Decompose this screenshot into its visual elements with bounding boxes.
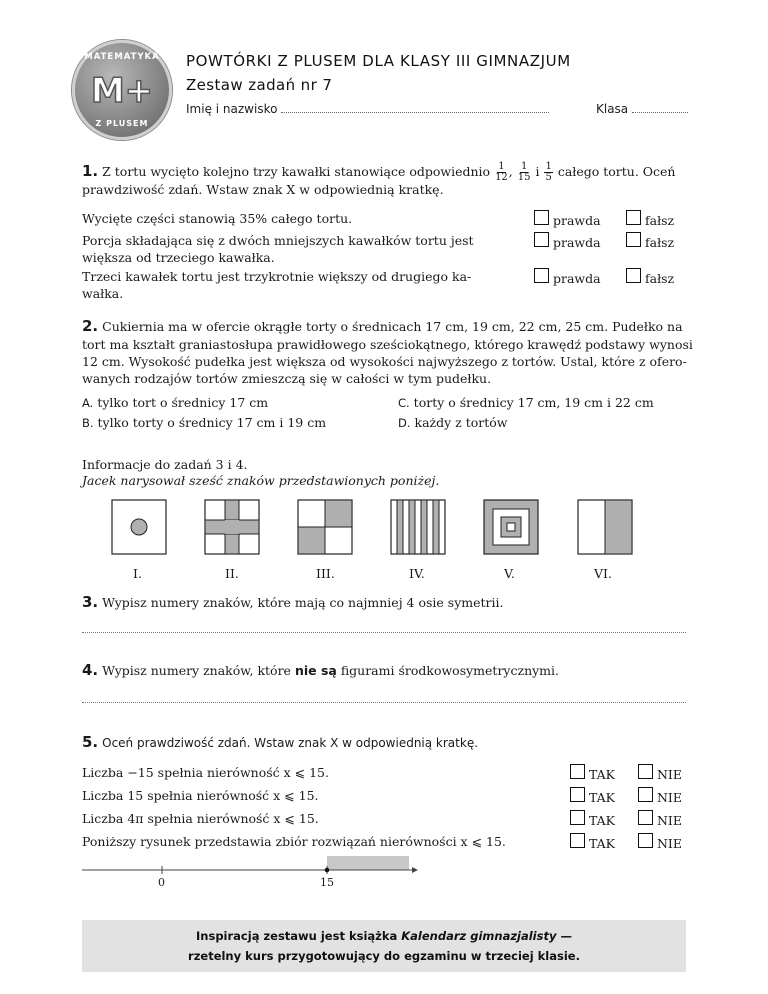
- logo: [72, 40, 172, 140]
- q5-row-2-no[interactable]: NIE: [638, 787, 682, 805]
- logo-mark: M+: [90, 71, 154, 111]
- q1-row-3-true[interactable]: prawda: [534, 268, 601, 286]
- q3-number: 3.: [82, 593, 99, 611]
- q5-row-4-no[interactable]: NIE: [638, 833, 682, 851]
- q1-statement-2: Porcja składająca się z dwóch mniejszych kawałków tortu jest większa od trzeciego kawałka.: [82, 233, 474, 265]
- q1-row-2-false[interactable]: fałsz: [626, 232, 674, 250]
- sign-label-1: I.: [133, 566, 142, 581]
- q4-number: 4.: [82, 661, 99, 679]
- q3-answer-line[interactable]: [82, 632, 686, 633]
- q2-line-4: wanych rodzajów tortów zmieszczą się w całości w tym pudełku.: [82, 371, 492, 386]
- q5-statement-1: Liczba −15 spełnia nierówność x ⩽ 15.: [82, 765, 329, 780]
- sign-label-3: III.: [316, 566, 335, 581]
- logo-top-text: MATEMATYKA: [84, 52, 160, 62]
- q5-statement-2: Liczba 15 spełnia nierówność x ⩽ 15.: [82, 788, 319, 803]
- q1-text-c: prawdziwość zdań. Wstaw znak X w odpowiednią kratkę.: [82, 182, 444, 197]
- sign-2: [205, 500, 259, 554]
- checkbox[interactable]: [534, 268, 549, 283]
- q1-row-3-false[interactable]: fałsz: [626, 268, 674, 286]
- q2-option-b[interactable]: B. tylko torty o średnicy 17 cm i 19 cm: [82, 415, 327, 430]
- checkbox[interactable]: [534, 232, 549, 247]
- q1-row-1-false[interactable]: fałsz: [626, 210, 674, 228]
- q2-text: 2. Cukiernia ma w ofercie okrągłe torty o średnicach 17 cm, 19 cm, 22 cm, 25 cm. Pudełko na: [82, 317, 683, 335]
- q5-row-1-yes[interactable]: TAK: [570, 764, 615, 782]
- q1-fraction-2: $\frac{1}{15}$: [517, 161, 531, 183]
- q1-fraction-3: $\frac{1}{5}$: [545, 161, 552, 183]
- sign-label-4: IV.: [409, 566, 425, 581]
- checkbox[interactable]: [626, 268, 641, 283]
- sign-1: [112, 500, 166, 554]
- q5-row-4-yes[interactable]: TAK: [570, 833, 615, 851]
- q2-line-2: tort ma kształt graniastosłupa prawidłowego sześciokątnego, którego krawędź podstawy wynosi: [82, 337, 693, 352]
- q1-fraction-1: $\frac{1}{12}$: [495, 161, 508, 183]
- footer-line-1: Inspiracją zestawu jest książka Kalendarz gimnazjalisty —: [196, 929, 572, 943]
- q1-text-a: Z tortu wycięto kolejno trzy kawałki stanowiące odpowiednio: [102, 164, 491, 179]
- checkbox[interactable]: [626, 232, 641, 247]
- axis-label-0: 0: [158, 876, 165, 889]
- solution-set-shading: [327, 856, 409, 870]
- q5-number: 5.: [82, 733, 99, 751]
- checkbox[interactable]: [626, 210, 641, 225]
- q5-statement-4: Poniższy rysunek przedstawia zbiór rozwiązań nierówności x ⩽ 15.: [82, 834, 506, 849]
- q1-sep2: i: [535, 164, 540, 179]
- q5-row-3-yes[interactable]: TAK: [570, 810, 615, 828]
- q1-statement-3: Trzeci kawałek tortu jest trzykrotnie większy od drugiego ka- wałka.: [82, 269, 472, 301]
- sign-4: [391, 500, 445, 554]
- info-line-1: Informacje do zadań 3 i 4.: [82, 457, 248, 472]
- logo-bottom-text: Z PLUSEM: [95, 119, 149, 128]
- q1-row-1-true[interactable]: prawda: [534, 210, 601, 228]
- sign-label-6: VI.: [594, 566, 612, 581]
- q3-text: 3. Wypisz numery znaków, które mają co najmniej 4 osie symetrii.: [82, 593, 504, 611]
- q5-statement-3: Liczba 4π spełnia nierówność x ⩽ 15.: [82, 811, 319, 826]
- q5-text: 5. Oceń prawdziwość zdań. Wstaw znak X w odpowiednią kratkę.: [82, 733, 479, 751]
- q1-statement-1: Wycięte części stanowią 35% całego tortu.: [82, 211, 353, 226]
- q2-option-d[interactable]: D. każdy z tortów: [398, 415, 508, 430]
- class-dots: [632, 103, 688, 113]
- q1-number: 1.: [82, 162, 99, 180]
- sign-3: [298, 500, 352, 554]
- q4-answer-line[interactable]: [82, 702, 686, 703]
- filled-point: [325, 868, 330, 873]
- checkbox[interactable]: [534, 210, 549, 225]
- name-field[interactable]: [186, 102, 549, 116]
- q2-option-a[interactable]: A. tylko tort o średnicy 17 cm: [82, 395, 269, 410]
- sign-5: [484, 500, 538, 554]
- q1-sep1: ,: [508, 164, 513, 179]
- page-subtitle: Zestaw zadań nr 7: [186, 76, 333, 94]
- q2-option-c[interactable]: C. torty o średnicy 17 cm, 19 cm i 22 cm: [398, 395, 654, 410]
- axis-arrow-icon: [412, 867, 418, 873]
- q1-text-b: całego tortu. Oceń: [557, 164, 676, 179]
- six-signs-figure: [100, 498, 660, 558]
- sign-6: [578, 500, 632, 554]
- q5-row-1-no[interactable]: NIE: [638, 764, 682, 782]
- class-field[interactable]: [596, 102, 688, 116]
- info-line-2: Jacek narysował sześć znaków przedstawionych poniżej.: [82, 473, 440, 488]
- q2-line-3: 12 cm. Wysokość pudełka jest większa od wysokości najwyższego z tortów. Ustal, które z ofero-: [82, 354, 687, 369]
- name-dots: [281, 103, 549, 113]
- q4-text: 4. Wypisz numery znaków, które nie są figurami środkowosymetrycznymi.: [82, 661, 560, 679]
- q2-number: 2.: [82, 317, 99, 335]
- q5-row-3-no[interactable]: NIE: [638, 810, 682, 828]
- sign-label-2: II.: [225, 566, 239, 581]
- q1-row-2-true[interactable]: prawda: [534, 232, 601, 250]
- class-label: Klasa: [596, 102, 629, 116]
- sign-label-5: V.: [504, 566, 515, 581]
- footer-box: [82, 920, 686, 972]
- page-title: POWTÓRKI Z PLUSEM DLA KLASY III GIMNAZJUM: [186, 52, 571, 70]
- q1-text: [82, 162, 686, 183]
- footer-line-2: rzetelny kurs przygotowujący do egzaminu w trzeciej klasie.: [188, 949, 580, 963]
- name-label: Imię i nazwisko: [186, 102, 278, 116]
- q5-row-2-yes[interactable]: TAK: [570, 787, 615, 805]
- number-line: [82, 852, 422, 882]
- axis-label-15: 15: [320, 876, 334, 889]
